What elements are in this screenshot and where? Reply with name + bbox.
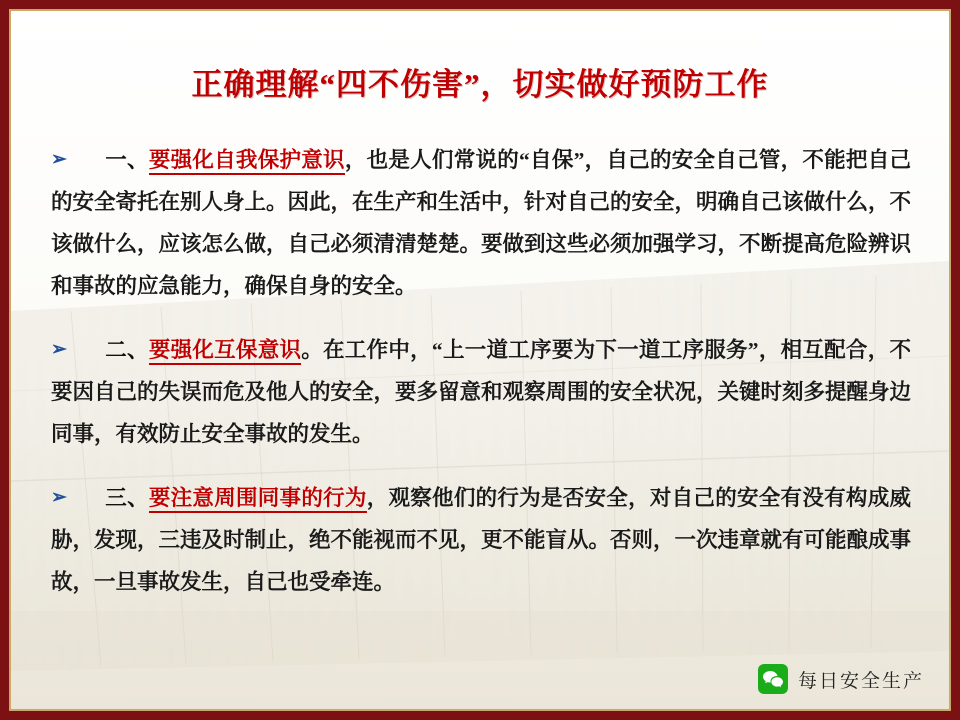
paragraph-1-highlight: 要强化自我保护意识	[149, 148, 345, 175]
slide-content	[11, 11, 949, 709]
account-name-label: 每日安全生产	[797, 670, 924, 692]
bullet-arrow-icon-3: ➢	[51, 487, 67, 508]
body-text-area	[51, 139, 911, 625]
paragraph-2-text: 。在工作中，“上一道工序要为下一道工序服务”，相互配合，不要因自己的失误而危及他人的安全，要多留意和观察周围的安全状况，关键时刻多提醒身边同事，有效防止安全事故的发生。	[51, 338, 912, 446]
paragraph-3-text: ，观察他们的行为是否安全，对自己的安全有没有构成威胁，发现，三违及时制止，绝不能视而不见，更不能盲从。否则，一次违章就有可能酿成事故，一旦事故发生，自己也受牵连。	[51, 486, 912, 594]
wechat-account-watermark	[758, 664, 924, 694]
bullet-arrow-icon-1: ➢	[51, 149, 67, 170]
paragraph-2	[51, 329, 911, 455]
paragraph-3-highlight: 要注意周围同事的行为	[149, 486, 367, 513]
paragraph-1-text: ，也是人们常说的“自保”，自己的安全自己管，不能把自己的安全寄托在别人身上。因此，在生产和生活中，针对自己的安全，明确自己该做什么，不该做什么，应该怎么做，自己必须清清楚楚。要做到这些必须加强学习，不断提高危险辨识和事故的应急能力，确保自身的安全。	[51, 148, 912, 298]
wechat-icon	[758, 664, 788, 694]
paragraph-1	[51, 139, 911, 307]
paragraph-1-number: 一、	[105, 148, 149, 172]
page-title: 正确理解“四不伤害”，切实做好预防工作	[191, 67, 769, 102]
paragraph-3	[51, 477, 911, 603]
paragraph-3-number: 三、	[105, 486, 149, 510]
paragraph-2-number: 二、	[105, 338, 149, 362]
paragraph-2-highlight: 要强化互保意识	[149, 338, 301, 365]
bullet-arrow-icon-2: ➢	[51, 339, 67, 360]
